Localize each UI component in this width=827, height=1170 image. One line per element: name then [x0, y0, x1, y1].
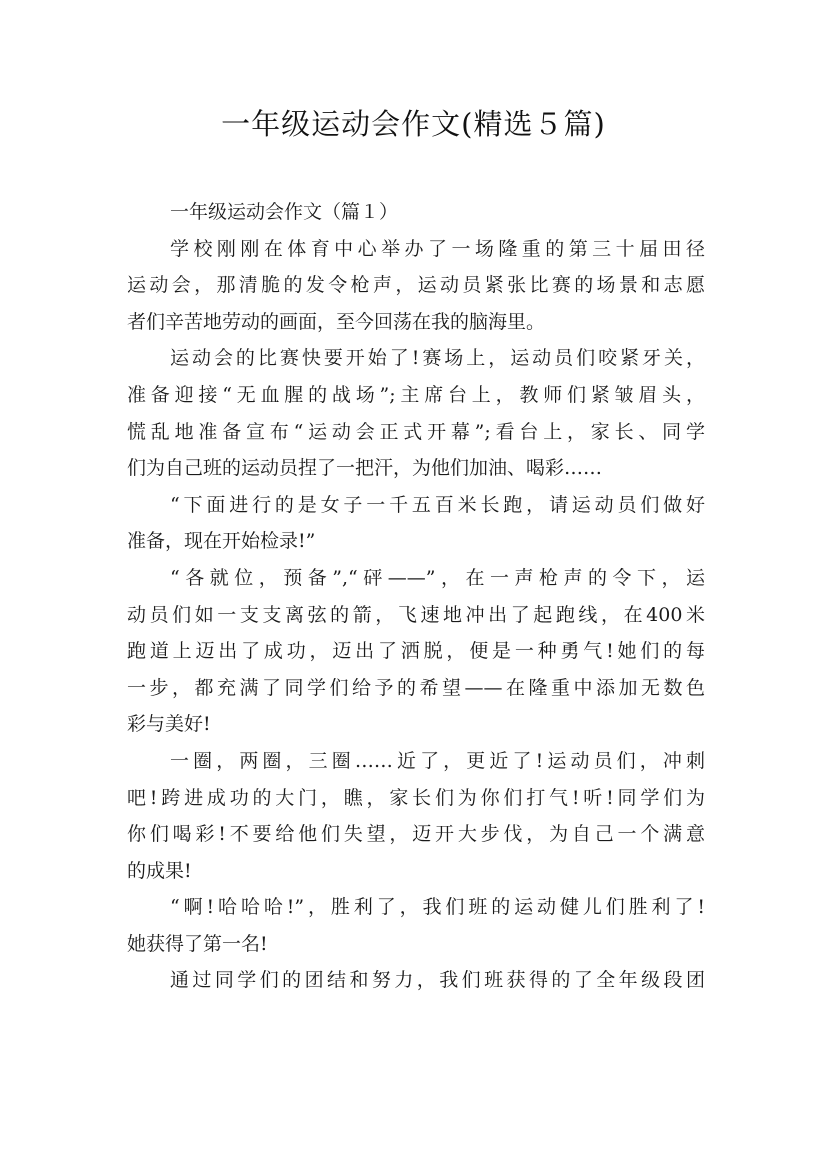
paragraph-line: 一圈，两圈，三圈……近了，更近了!运动员们，冲刺 [170, 749, 705, 772]
paragraph-line: 者们辛苦地劳动的画面，至今回荡在我的脑海里。 [127, 310, 546, 333]
paragraph-line: 动员们如一支支离弦的箭，飞速地冲出了起跑线，在400米 [127, 603, 705, 626]
paragraph-line: 一步，都充满了同学们给予的希望——在隆重中添加无数色 [127, 676, 705, 699]
paragraph-line: 准备，现在开始检录!” [127, 530, 316, 553]
paragraph-line: 运动会的比赛快要开始了!赛场上，运动员们咬紧牙关， [170, 347, 705, 370]
paragraph-line: “下面进行的是女子一千五百米长跑，请运动员们做好 [170, 493, 705, 516]
paragraph-line: 吧!跨进成功的大门，瞧，家长们为你们打气!听!同学们为 [127, 786, 705, 809]
paragraph-line: 彩与美好! [127, 713, 211, 736]
paragraph-line: 跑道上迈出了成功，迈出了洒脱，便是一种勇气!她们的每 [127, 640, 705, 663]
paragraph-line: 学校刚刚在体育中心举办了一场隆重的第三十届田径 [170, 237, 705, 260]
paragraph-line: “啊!哈哈哈!”，胜利了，我们班的运动健儿们胜利了! [170, 896, 705, 919]
paragraph-line: 她获得了第一名! [127, 932, 268, 955]
paragraph-line: “各就位，预备”,“砰——”，在一声枪声的令下，运 [170, 566, 705, 589]
paragraph-line: 慌乱地准备宣布“运动会正式开幕”;看台上，家长、同学 [127, 420, 705, 443]
document-title: 一年级运动会作文(精选５篇) [221, 107, 606, 141]
paragraph-line: 你们喝彩!不要给他们失望，迈开大步伐，为自己一个满意 [127, 823, 705, 846]
section-heading: 一年级运动会作文（篇１） [170, 201, 399, 223]
paragraph-line: 准备迎接“无血腥的战场”;主席台上，教师们紧皱眉头， [127, 383, 705, 406]
document-body [127, 194, 705, 999]
paragraph-line: 的成果! [127, 859, 192, 882]
paragraph-line: 们为自己班的运动员捏了一把汗，为他们加油、喝彩…… [127, 457, 603, 480]
paragraph-line: 通过同学们的团结和努力，我们班获得的了全年级段团 [170, 969, 705, 992]
paragraph-line: 运动会，那清脆的发令枪声，运动员紧张比赛的场景和志愿 [127, 274, 705, 297]
